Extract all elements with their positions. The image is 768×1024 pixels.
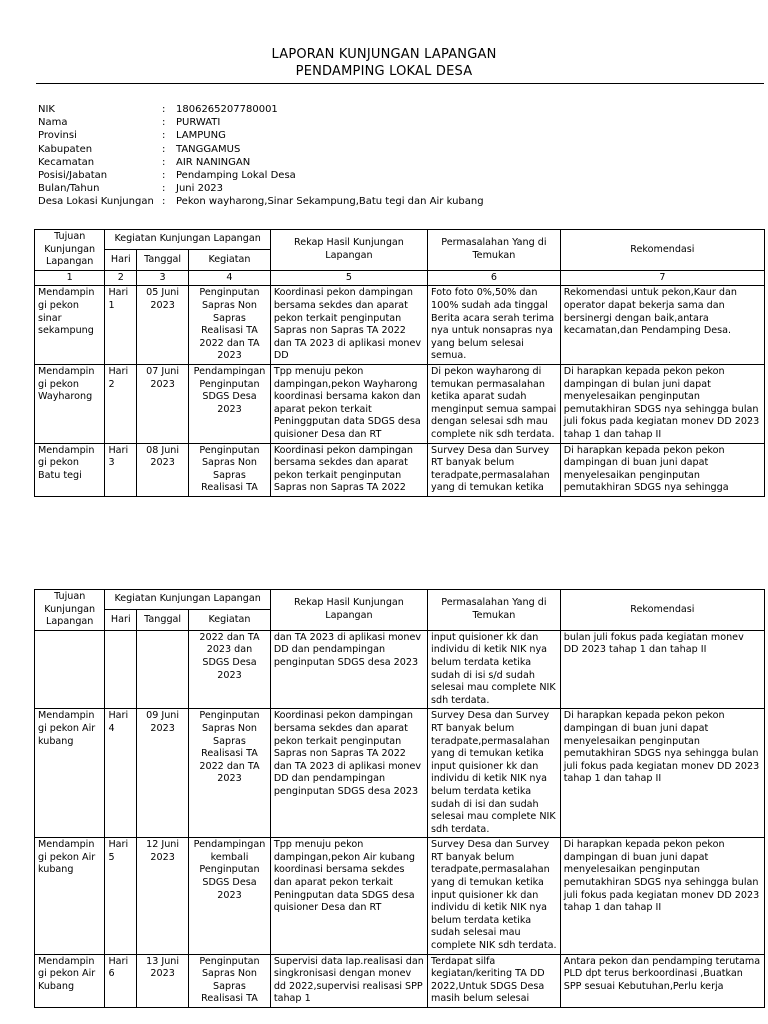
cell-rekomendasi: Di harapkan kepada pekon pekon dampingan di buan juni dapat menyelesaikan penginputan pemutakhiran SDGS nya sehingga bulan juli fokus pada kegiatan monev DD 2023 tahap 1 dan tahap II (560, 838, 764, 954)
info-provinsi (38, 129, 484, 142)
col-number: 4 (189, 270, 271, 286)
info-sep: : (162, 170, 166, 182)
col-number: 6 (428, 270, 561, 286)
cell-rekap: Tpp menuju pekon dampingan,pekon Wayharong koordinasi bersama kakon dan aparat pekon terkait Peninggputan data SDGS desa quisioner Desa dan RT (270, 364, 427, 443)
info-nama (38, 116, 484, 129)
cell-tujuan (35, 630, 105, 709)
cell-tanggal: 09 Juni 2023 (137, 709, 189, 838)
info-label: Desa Lokasi Kunjungan (38, 196, 154, 208)
info-sep: : (162, 196, 166, 208)
cell-hari: Hari 2 (105, 364, 137, 443)
info-sep: : (162, 143, 166, 155)
header-rekomendasi: Rekomendasi (560, 230, 764, 271)
cell-permasalahan: input quisioner kk dan individu di ketik NIK nya belum terdata ketika sudah di isi s/d sudah selesai mau complete NIK sdh terdata. (428, 630, 561, 709)
header-tanggal: Tanggal (137, 250, 189, 270)
cell-kegiatan: Pendampingan kembali Penginputan SDGS Desa 2023 (189, 838, 271, 954)
info-sep: : (162, 104, 166, 115)
col-number: 7 (560, 270, 764, 286)
table-row (35, 286, 765, 365)
report-table-page2 (34, 589, 765, 1008)
header-kegiatan-group: Kegiatan Kunjungan Lapangan (105, 230, 270, 250)
info-label: Nama (38, 117, 68, 129)
identity-info (38, 103, 484, 209)
cell-permasalahan: Terdapat silfa kegiatan/keriting TA DD 2022,Untuk SDGS Desa masih belum selesai (428, 954, 561, 1007)
cell-kegiatan: Penginputan Sapras Non Sapras Realisasi TA (189, 443, 271, 496)
info-value: AIR NANINGAN (176, 156, 251, 168)
info-sep: : (162, 183, 166, 195)
cell-tanggal: 07 Juni 2023 (137, 364, 189, 443)
header-kegiatan: Kegiatan (189, 610, 271, 630)
cell-tujuan: Mendampin gi pekon Batu tegi (35, 443, 105, 496)
cell-kegiatan: Penginputan Sapras Non Sapras Realisasi TA (189, 954, 271, 1007)
info-kecamatan (38, 156, 484, 169)
cell-tujuan: Mendampin gi pekon Air kubang (35, 838, 105, 954)
cell-tujuan: Mendampin gi pekon Air Kubang (35, 954, 105, 1007)
cell-tujuan: Mendampin gi pekon Wayharong (35, 364, 105, 443)
cell-permasalahan: Survey Desa dan Survey RT banyak belum teradpate,permasalahan yang di temukan ketika (428, 443, 561, 496)
cell-permasalahan: Survey Desa dan Survey RT banyak belum teradpate,permasalahan yang di temukan ketika input quisioner kk dan individu di ketik NIK nya belum terdata ketika sudah di isi dan sudah selesai mau complete NIK sdh terdata. (428, 709, 561, 838)
info-value: 1806265207780001 (176, 104, 278, 115)
report-table-page1 (34, 229, 765, 497)
cell-rekomendasi: Rekomendasi untuk pekon,Kaur dan operator dapat bekerja sama dan bersinergi dengan baik,antara kecamatan,dan Pendamping Desa. (560, 286, 764, 365)
title-divider (36, 83, 764, 84)
header-hari: Hari (105, 250, 137, 270)
cell-tanggal (137, 630, 189, 709)
cell-rekap: Koordinasi pekon dampingan bersama sekdes dan aparat pekon terkait penginputan Sapras non Sapras TA 2022 dan TA 2023 di aplikasi monev DD (270, 286, 427, 365)
col-number: 3 (137, 270, 189, 286)
info-sep: : (162, 117, 166, 129)
cell-rekap: Supervisi data lap.realisasi dan singkronisasi dengan monev dd 2022,supervisi realisasi SPP tahap 1 (270, 954, 427, 1007)
cell-permasalahan: Foto foto 0%,50% dan 100% sudah ada tinggal Berita acara serah terima nya untuk nonsapras nya yang belum selesai semua. (428, 286, 561, 365)
table-row (35, 443, 765, 496)
header-kegiatan-group: Kegiatan Kunjungan Lapangan (105, 590, 270, 610)
cell-hari: Hari 5 (105, 838, 137, 954)
cell-rekomendasi: Di harapkan kepada pekon pekon dampingan di buan juni dapat menyelesaikan penginputan pemutakhiran SDGS nya sehingga (560, 443, 764, 496)
cell-hari (105, 630, 137, 709)
cell-rekap: Koordinasi pekon dampingan bersama sekdes dan aparat pekon terkait penginputan Sapras non Sapras TA 2022 dan TA 2023 di aplikasi monev DD dan pendampingan penginputan SDGS desa 2023 (270, 709, 427, 838)
cell-hari: Hari 1 (105, 286, 137, 365)
info-desa-lokasi (38, 195, 484, 208)
info-nik (38, 103, 484, 116)
cell-tanggal: 13 Juni 2023 (137, 954, 189, 1007)
table-row (35, 838, 765, 954)
cell-rekomendasi: bulan juli fokus pada kegiatan monev DD 2023 tahap 1 dan tahap II (560, 630, 764, 709)
header-permasalahan: Permasalahan Yang di Temukan (428, 230, 561, 271)
header-tujuan: Tujuan Kunjungan Lapangan (35, 590, 105, 631)
header-rekap: Rekap Hasil Kunjungan Lapangan (270, 590, 427, 631)
info-value: PURWATI (176, 117, 221, 129)
cell-kegiatan: 2022 dan TA 2023 dan SDGS Desa 2023 (189, 630, 271, 709)
cell-permasalahan: Di pekon wayharong di temukan permasalahan ketika aparat sudah menginput semua sampai dengan selesai sdh mau complete nik sdh terdata. (428, 364, 561, 443)
table-row (35, 954, 765, 1007)
cell-rekomendasi: Di harapkan kepada pekon pekon dampingan di buan juni dapat menyelesaikan penginputan pemutakhiran SDGS nya sehingga bulan juli fokus pada kegiatan monev DD 2023 tahap 1 dan tahap II (560, 709, 764, 838)
table-row (35, 630, 765, 709)
col-number: 5 (270, 270, 427, 286)
cell-rekomendasi: Di harapkan kepada pekon pekon dampingan di bulan juni dapat menyelesaikan penginputan pemutakhiran SDGS nya sehingga bulan juli fokus pada kegiatan monev DD 2023 tahap 1 dan tahap II (560, 364, 764, 443)
cell-rekap: Tpp menuju pekon dampingan,pekon Air kubang koordinasi bersama sekdes dan aparat pekon terkait Peningputan data SDGS desa quisioner Desa dan RT (270, 838, 427, 954)
cell-tanggal: 08 Juni 2023 (137, 443, 189, 496)
report-title-line2: PENDAMPING LOKAL DESA (295, 64, 473, 79)
cell-tanggal: 12 Juni 2023 (137, 838, 189, 954)
info-value: Pekon wayharong,Sinar Sekampung,Batu tegi dan Air kubang (176, 196, 484, 208)
info-kabupaten (38, 143, 484, 156)
info-posisi (38, 169, 484, 182)
info-label: Posisi/Jabatan (38, 170, 108, 182)
header-rekomendasi: Rekomendasi (560, 590, 764, 631)
info-value: LAMPUNG (176, 130, 226, 142)
info-label: NIK (38, 104, 55, 115)
header-tujuan: Tujuan Kunjungan Lapangan (35, 230, 105, 271)
info-sep: : (162, 156, 166, 168)
table-row (35, 709, 765, 838)
cell-kegiatan: Pendampingan Penginputan SDGS Desa 2023 (189, 364, 271, 443)
col-number: 2 (105, 270, 137, 286)
cell-rekap: dan TA 2023 di aplikasi monev DD dan pendampingan penginputan SDGS desa 2023 (270, 630, 427, 709)
cell-rekomendasi: Antara pekon dan pendamping terutama PLD dpt terus berkoordinasi ,Buatkan SPP sesuai Kebutuhan,Perlu kerja (560, 954, 764, 1007)
info-bulan-tahun (38, 182, 484, 195)
cell-kegiatan: Penginputan Sapras Non Sapras Realisasi TA 2022 dan TA 2023 (189, 709, 271, 838)
cell-kegiatan: Penginputan Sapras Non Sapras Realisasi TA 2022 dan TA 2023 (189, 286, 271, 365)
cell-tanggal: 05 Juni 2023 (137, 286, 189, 365)
cell-hari: Hari 3 (105, 443, 137, 496)
info-label: Bulan/Tahun (38, 183, 100, 195)
info-label: Provinsi (38, 130, 77, 142)
cell-tujuan: Mendampin gi pekon sinar sekampung (35, 286, 105, 365)
info-label: Kecamatan (38, 156, 95, 168)
cell-tujuan: Mendampin gi pekon Air kubang (35, 709, 105, 838)
cell-hari: Hari 4 (105, 709, 137, 838)
header-hari: Hari (105, 610, 137, 630)
cell-permasalahan: Survey Desa dan Survey RT banyak belum teradpate,permasalahan yang di temukan ketika input quisioner kk dan individu di ketik NIK nya belum terdata ketika sudah selesai mau complete NIK sdh terdata. (428, 838, 561, 954)
info-value: Pendamping Lokal Desa (176, 170, 296, 182)
info-value: Juni 2023 (176, 183, 224, 195)
report-title-line1: LAPORAN KUNJUNGAN LAPANGAN (271, 47, 497, 62)
header-rekap: Rekap Hasil Kunjungan Lapangan (270, 230, 427, 271)
col-number: 1 (35, 270, 105, 286)
header-kegiatan: Kegiatan (189, 250, 271, 270)
header-permasalahan: Permasalahan Yang di Temukan (428, 590, 561, 631)
table-row (35, 364, 765, 443)
cell-rekap: Koordinasi pekon dampingan bersama sekdes dan aparat pekon terkait penginputan Sapras non Sapras TA 2022 (270, 443, 427, 496)
column-number-row (35, 270, 765, 286)
info-sep: : (162, 130, 166, 142)
cell-hari: Hari 6 (105, 954, 137, 1007)
header-tanggal: Tanggal (137, 610, 189, 630)
info-value: TANGGAMUS (176, 143, 241, 155)
info-label: Kabupaten (38, 143, 93, 155)
